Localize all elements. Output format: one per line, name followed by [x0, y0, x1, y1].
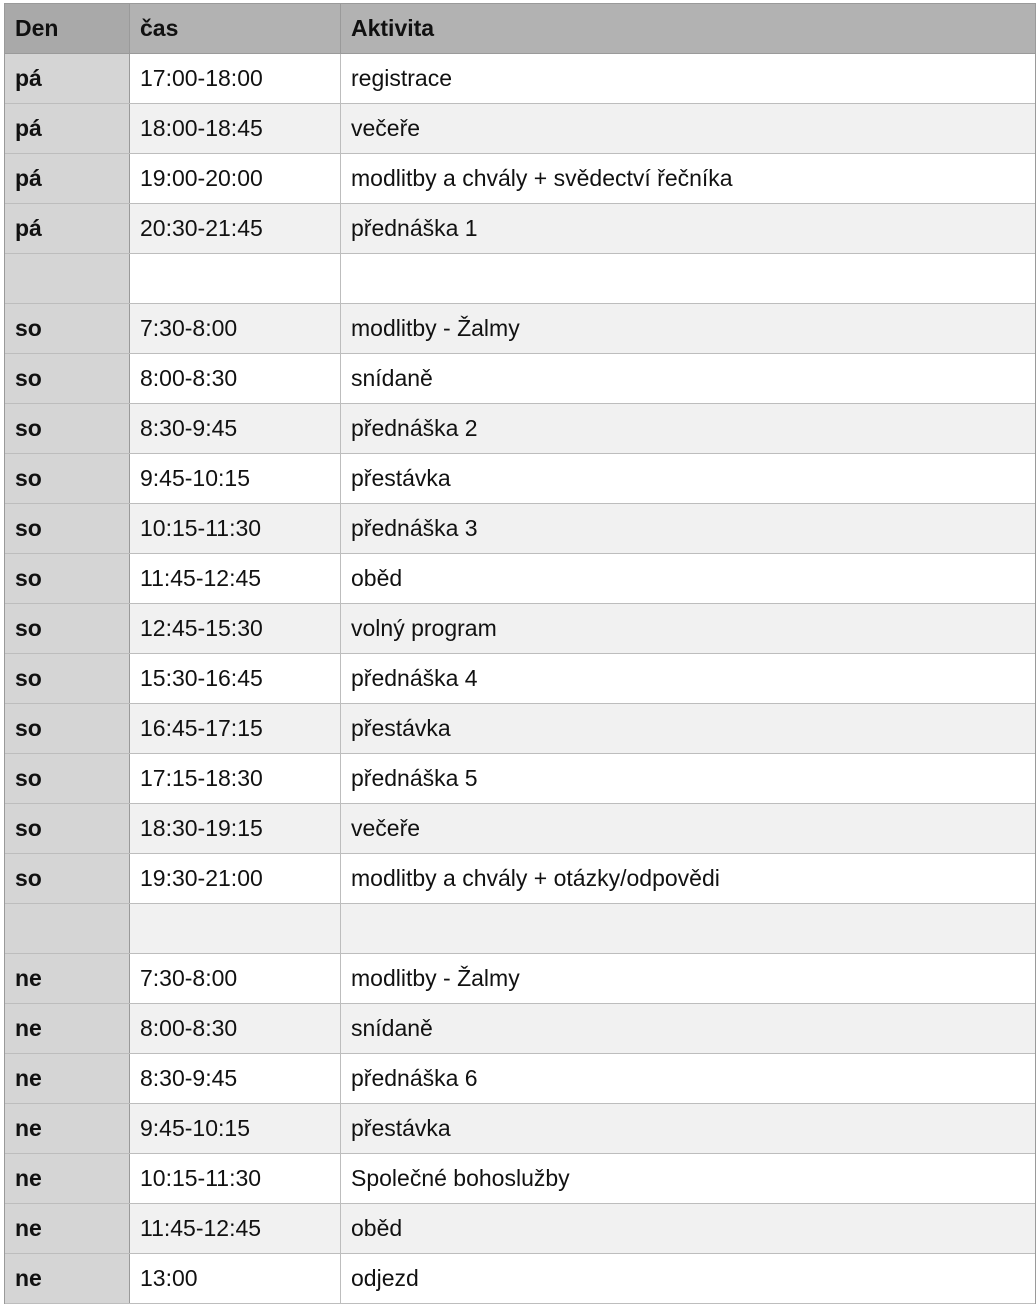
table-row: [5, 654, 1035, 704]
activity-cell[interactable]: modlitby - Žalmy: [351, 315, 520, 341]
time-cell[interactable]: 16:45-17:15: [130, 704, 341, 753]
time-cell[interactable]: 10:15-11:30: [130, 1154, 341, 1203]
activity-cell[interactable]: přednáška 5: [351, 765, 478, 791]
table-row: [5, 954, 1035, 1004]
time-cell[interactable]: 19:30-21:00: [130, 854, 341, 903]
activity-cell[interactable]: večeře: [351, 815, 421, 841]
day-cell[interactable]: so: [5, 754, 130, 803]
table-row: [5, 1204, 1035, 1254]
time-cell[interactable]: 8:30-9:45: [130, 1054, 341, 1103]
day-cell[interactable]: so: [5, 304, 130, 353]
activity-cell[interactable]: večeře: [351, 115, 421, 141]
header-time[interactable]: čas: [130, 4, 341, 53]
activity-cell[interactable]: oběd: [351, 1215, 403, 1241]
day-cell[interactable]: ne: [5, 1154, 130, 1203]
day-cell[interactable]: pá: [5, 54, 130, 103]
time-cell[interactable]: 13:00: [130, 1254, 341, 1303]
time-cell[interactable]: 10:15-11:30: [130, 504, 341, 553]
time-cell[interactable]: 7:30-8:00: [130, 954, 341, 1003]
activity-cell[interactable]: snídaně: [351, 365, 433, 391]
header-day[interactable]: Den: [5, 4, 130, 53]
time-cell[interactable]: 18:00-18:45: [130, 104, 341, 153]
time-cell[interactable]: 20:30-21:45: [130, 204, 341, 253]
day-cell[interactable]: [5, 904, 130, 953]
day-cell[interactable]: so: [5, 604, 130, 653]
day-cell[interactable]: pá: [5, 154, 130, 203]
time-cell[interactable]: 8:00-8:30: [130, 354, 341, 403]
time-cell[interactable]: 8:30-9:45: [130, 404, 341, 453]
table-row: [5, 604, 1035, 654]
table-row: [5, 304, 1035, 354]
table-row-empty: [5, 904, 1035, 954]
day-cell[interactable]: so: [5, 504, 130, 553]
table-row: [5, 554, 1035, 604]
day-cell[interactable]: so: [5, 854, 130, 903]
activity-cell[interactable]: přednáška 2: [351, 415, 478, 441]
day-cell[interactable]: so: [5, 354, 130, 403]
day-cell[interactable]: ne: [5, 1054, 130, 1103]
activity-cell[interactable]: [341, 904, 1035, 953]
activity-cell[interactable]: přestávka: [351, 1115, 451, 1141]
day-cell[interactable]: ne: [5, 1254, 130, 1303]
activity-cell[interactable]: registrace: [351, 65, 452, 91]
activity-cell[interactable]: modlitby - Žalmy: [351, 965, 520, 991]
time-cell[interactable]: 11:45-12:45: [130, 1204, 341, 1253]
table-header-row: [5, 4, 1035, 54]
table-row: [5, 1104, 1035, 1154]
day-cell[interactable]: so: [5, 554, 130, 603]
table-row: [5, 404, 1035, 454]
time-cell[interactable]: 15:30-16:45: [130, 654, 341, 703]
time-cell[interactable]: 19:00-20:00: [130, 154, 341, 203]
table-row: [5, 1054, 1035, 1104]
time-cell[interactable]: 7:30-8:00: [130, 304, 341, 353]
day-cell[interactable]: ne: [5, 1004, 130, 1053]
time-cell[interactable]: 17:15-18:30: [130, 754, 341, 803]
activity-cell[interactable]: odjezd: [351, 1265, 419, 1291]
table-row: [5, 54, 1035, 104]
activity-cell[interactable]: přednáška 3: [351, 515, 478, 541]
time-cell[interactable]: 8:00-8:30: [130, 1004, 341, 1053]
table-row: [5, 1254, 1035, 1304]
time-cell[interactable]: 11:45-12:45: [130, 554, 341, 603]
activity-cell[interactable]: přednáška 1: [351, 215, 478, 241]
day-cell[interactable]: so: [5, 654, 130, 703]
activity-cell[interactable]: [341, 254, 1035, 303]
table-row: [5, 454, 1035, 504]
table-row: [5, 154, 1035, 204]
activity-cell[interactable]: přednáška 6: [351, 1065, 478, 1091]
time-cell[interactable]: 12:45-15:30: [130, 604, 341, 653]
table-row: [5, 354, 1035, 404]
day-cell[interactable]: ne: [5, 1204, 130, 1253]
table-row-empty: [5, 254, 1035, 304]
activity-cell[interactable]: snídaně: [351, 1015, 433, 1041]
table-row: [5, 1154, 1035, 1204]
day-cell[interactable]: so: [5, 404, 130, 453]
day-cell[interactable]: pá: [5, 204, 130, 253]
time-cell[interactable]: 9:45-10:15: [130, 1104, 341, 1153]
time-cell[interactable]: 9:45-10:15: [130, 454, 341, 503]
activity-cell[interactable]: volný program: [351, 615, 497, 641]
table-row: [5, 804, 1035, 854]
activity-cell[interactable]: přednáška 4: [351, 665, 478, 691]
day-cell[interactable]: pá: [5, 104, 130, 153]
activity-cell[interactable]: Společné bohoslužby: [351, 1165, 570, 1191]
activity-cell[interactable]: modlitby a chvály + otázky/odpovědi: [351, 865, 720, 891]
table-row: [5, 504, 1035, 554]
table-row: [5, 704, 1035, 754]
time-cell[interactable]: 18:30-19:15: [130, 804, 341, 853]
header-activity[interactable]: Aktivita: [341, 4, 1035, 53]
activity-cell[interactable]: modlitby a chvály + svědectví řečníka: [351, 165, 733, 191]
table-row: [5, 754, 1035, 804]
activity-cell[interactable]: oběd: [351, 565, 403, 591]
day-cell[interactable]: so: [5, 804, 130, 853]
time-cell[interactable]: [130, 904, 341, 953]
time-cell[interactable]: 17:00-18:00: [130, 54, 341, 103]
table-row: [5, 1004, 1035, 1054]
schedule-table: [4, 3, 1036, 1304]
day-cell[interactable]: [5, 254, 130, 303]
time-cell[interactable]: [130, 254, 341, 303]
activity-cell[interactable]: přestávka: [351, 465, 451, 491]
day-cell[interactable]: ne: [5, 1104, 130, 1153]
table-row: [5, 204, 1035, 254]
day-cell[interactable]: ne: [5, 954, 130, 1003]
day-cell[interactable]: so: [5, 454, 130, 503]
table-row: [5, 104, 1035, 154]
activity-cell[interactable]: přestávka: [351, 715, 451, 741]
day-cell[interactable]: so: [5, 704, 130, 753]
table-row: [5, 854, 1035, 904]
